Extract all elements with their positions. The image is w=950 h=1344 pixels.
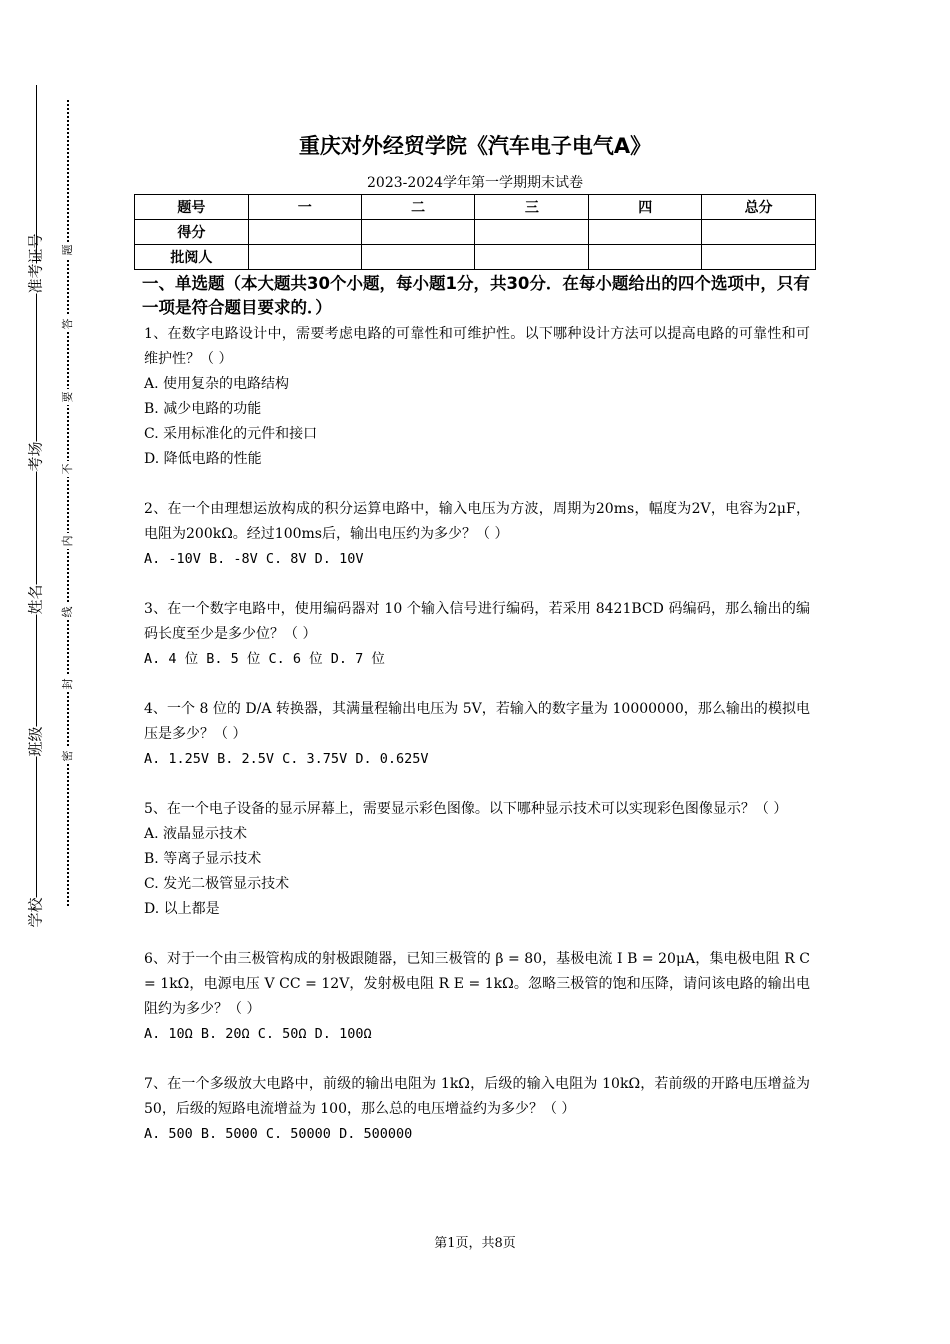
seal-char: 题 [61, 242, 75, 258]
binding-label-school: 学校 [26, 897, 45, 928]
seal-char: 密 [61, 748, 75, 764]
option-c: C. 采用标准化的元件和接口 [144, 426, 318, 442]
reviewer-cell [589, 245, 702, 270]
option-b: B. 等离子显示技术 [144, 851, 262, 867]
question-3 [144, 597, 810, 672]
column-header: 总分 [702, 195, 816, 220]
binding-line [36, 85, 37, 925]
options-line: A. 1.25V B. 2.5V C. 3.75V D. 0.625V [144, 751, 429, 767]
options-line: A. 500 B. 5000 C. 50000 D. 500000 [144, 1126, 413, 1142]
page-number: 第1页，共8页 [434, 1236, 516, 1251]
reviewer-cell [702, 245, 816, 270]
question-stem: 6、对于一个由三极管构成的射极跟随器，已知三极管的 β = 80，基极电流 I B = 20μA，集电极电阻 R C = 1kΩ，电源电压 V CC = 12V，发射极电阻 R E = 1kΩ。忽略三极管的饱和压降，请问该电路的输出电阻约为多少？（ ） [144, 951, 810, 1017]
question-stem: 1、在数字电路设计中，需要考虑电路的可靠性和可维护性。以下哪种设计方法可以提高电路的可靠性和可维护性？（ ） [144, 326, 810, 367]
score-cell [361, 220, 475, 245]
reviewer-cell [361, 245, 475, 270]
binding-label-class: 班级 [26, 726, 45, 757]
question-stem: 4、一个 8 位的 D/A 转换器，其满量程输出电压为 5V，若输入的数字量为 10000000，那么输出的模拟电压是多少？（ ） [144, 701, 810, 742]
column-header: 一 [248, 195, 361, 220]
question-stem: 3、在一个数字电路中，使用编码器对 10 个输入信号进行编码，若采用 8421BCD 码编码，那么输出的编码长度至少是多少位？（ ） [144, 601, 810, 642]
options-line: A. 4 位 B. 5 位 C. 6 位 D. 7 位 [144, 651, 385, 667]
reviewer-cell [248, 245, 361, 270]
column-header: 四 [589, 195, 702, 220]
question-6 [144, 947, 810, 1047]
option-a: A. 使用复杂的电路结构 [144, 376, 290, 392]
reviewer-row [135, 245, 816, 270]
score-cell [589, 220, 702, 245]
question-7 [144, 1072, 810, 1147]
row-header: 批阅人 [135, 245, 249, 270]
option-a: A. 液晶显示技术 [144, 826, 248, 842]
option-b: B. 减少电路的功能 [144, 401, 262, 417]
score-cell [702, 220, 816, 245]
score-cell [475, 220, 589, 245]
column-header: 题号 [135, 195, 249, 220]
seal-char: 封 [61, 676, 75, 692]
exam-subtitle: 2023-2024学年第一学期期末试卷 [367, 175, 583, 191]
question-2 [144, 497, 810, 572]
seal-char: 内 [61, 533, 75, 549]
seal-dotted-line [67, 100, 69, 906]
score-cell [248, 220, 361, 245]
binding-label-name: 姓名 [26, 584, 45, 615]
question-4 [144, 697, 810, 772]
section-heading: 一、单选题（本大题共30个小题，每小题1分，共30分．在每小题给出的四个选项中，只有一项是符合题目要求的．） [142, 274, 810, 317]
row-header: 得分 [135, 220, 249, 245]
option-c: C. 发光二极管显示技术 [144, 876, 290, 892]
options-line: A. -10V B. -8V C. 8V D. 10V [144, 551, 364, 567]
option-d: D. 以上都是 [144, 901, 220, 917]
options-line: A. 10Ω B. 20Ω C. 50Ω D. 100Ω [144, 1026, 372, 1042]
seal-char: 要 [61, 389, 75, 405]
column-header: 三 [475, 195, 589, 220]
question-stem: 7、在一个多级放大电路中，前级的输出电阻为 1kΩ，后级的输入电阻为 10kΩ，若前级的开路电压增益为 50，后级的短路电流增益为 100，那么总的电压增益约为多少？（ ） [144, 1076, 810, 1117]
seal-char: 线 [61, 604, 75, 620]
binding-label-exam-room: 考场 [26, 441, 45, 472]
option-d: D. 降低电路的性能 [144, 451, 262, 467]
reviewer-cell [475, 245, 589, 270]
score-table [134, 194, 816, 270]
question-5 [144, 797, 810, 922]
column-header: 二 [361, 195, 475, 220]
score-row [135, 220, 816, 245]
binding-label-exam-id: 准考证号 [26, 233, 45, 294]
score-table-header-row [135, 195, 816, 220]
seal-char: 不 [61, 461, 75, 477]
question-stem: 5、在一个电子设备的显示屏幕上，需要显示彩色图像。以下哪种显示技术可以实现彩色图像显示？（ ） [144, 801, 788, 817]
question-stem: 2、在一个由理想运放构成的积分运算电路中，输入电压为方波，周期为20ms，幅度为2V，电容为2μF，电阻为200kΩ。经过100ms后，输出电压约为多少？（ ） [144, 501, 810, 542]
question-1 [144, 322, 810, 472]
exam-title: 重庆对外经贸学院《汽车电子电气A》 [298, 134, 652, 158]
question-section [144, 272, 810, 1172]
seal-char: 答 [61, 316, 75, 332]
